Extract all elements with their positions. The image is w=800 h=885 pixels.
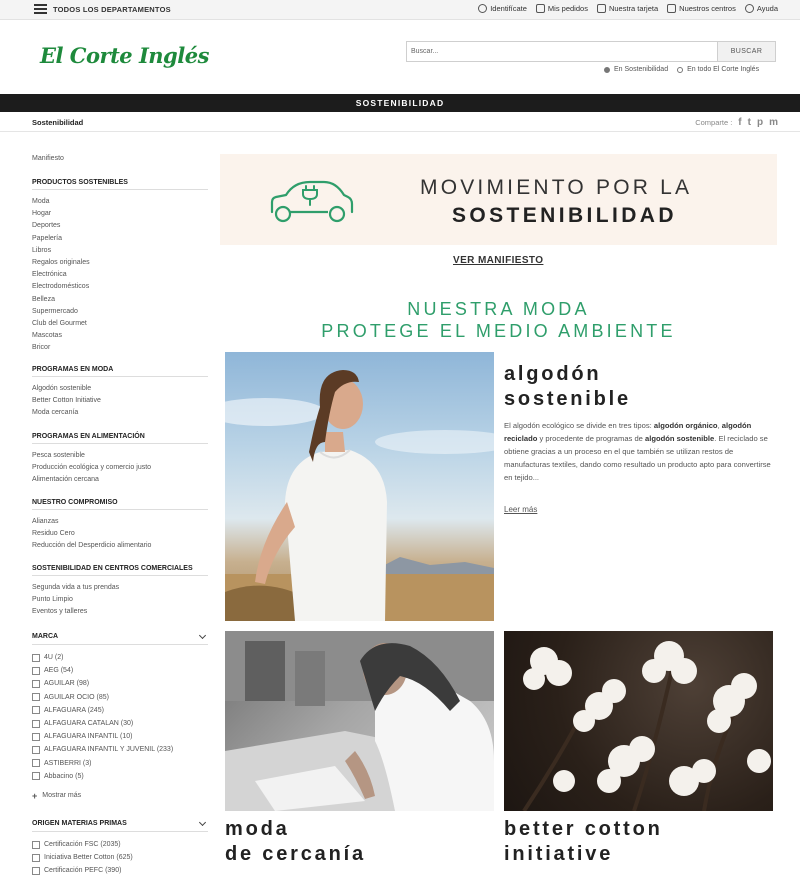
- orders-link[interactable]: [536, 4, 588, 13]
- origin-filter-title: ORIGEN MATERIAS PRIMAS: [32, 820, 127, 827]
- sidebar-item[interactable]: Alianzas: [32, 518, 59, 525]
- brand-option[interactable]: [32, 757, 208, 770]
- sidebar-item[interactable]: Moda: [32, 198, 50, 205]
- brand-option-label: ALFAGUARA (245): [44, 706, 104, 714]
- sidebar-item[interactable]: Papelería: [32, 234, 62, 242]
- brand-logo[interactable]: El Corte Inglés: [40, 43, 209, 68]
- sidebar-item[interactable]: Eventos y talleres: [32, 608, 88, 616]
- sidebar-item[interactable]: Alimentación cercana: [32, 476, 99, 484]
- orders-link-label: Mis pedidos: [547, 4, 588, 13]
- brand-option-label: ALFAGUARA CATALAN (30): [44, 720, 134, 728]
- scope-option-all[interactable]: [677, 66, 759, 73]
- share-bar: [695, 117, 778, 128]
- sidebar-item[interactable]: Supermercado: [32, 307, 78, 315]
- article-title-line: better cotton: [504, 818, 663, 840]
- origin-filter-options: [32, 838, 208, 878]
- brand-option-label: AEG (54): [44, 667, 74, 675]
- show-more-button[interactable]: [32, 789, 208, 803]
- search-bar: [406, 41, 776, 62]
- checkbox-icon: [32, 654, 40, 662]
- checkbox-icon: [32, 867, 40, 875]
- chevron-down-icon: [199, 818, 206, 825]
- sidebar-item[interactable]: Regalos originales: [32, 258, 90, 266]
- sidebar-group-title: NUESTRO COMPROMISO: [32, 499, 208, 510]
- headline-line-1: NUESTRA MODA: [407, 299, 590, 319]
- checkbox-icon: [32, 706, 40, 714]
- excerpt-text: ,: [717, 421, 722, 430]
- login-link[interactable]: [478, 4, 527, 13]
- photo-illustration: [225, 352, 494, 621]
- origin-option-label: Certificación PEFC (390): [44, 867, 122, 875]
- origin-option[interactable]: [32, 851, 208, 864]
- sidebar-group-commitment: [32, 499, 208, 553]
- help-icon: [745, 4, 754, 13]
- brand-option[interactable]: [32, 730, 208, 743]
- sidebar-item[interactable]: Hogar: [32, 210, 52, 218]
- sidebar-item[interactable]: Bricor: [32, 344, 51, 352]
- sidebar-item[interactable]: Club del Gourmet: [32, 319, 87, 327]
- excerpt-bold: algodón sostenible: [645, 434, 715, 443]
- sidebar-group-manifesto: [32, 153, 64, 165]
- excerpt-text: y procedente de programas de: [537, 434, 646, 443]
- banner-line-1: MOVIMIENTO POR LA: [420, 176, 693, 199]
- user-icon: [478, 4, 487, 13]
- photo-illustration: [504, 631, 773, 811]
- section-title-bar: SOSTENIBILIDAD: [0, 94, 800, 112]
- origin-option-label: Certificación FSC (2035): [44, 841, 121, 849]
- departments-label: TODOS LOS DEPARTAMENTOS: [53, 4, 171, 14]
- sidebar-item-manifesto[interactable]: Manifiesto: [32, 155, 64, 162]
- sidebar-item[interactable]: Mascotas: [32, 332, 62, 340]
- scope-option-label: En todo El Corte Inglés: [687, 66, 760, 73]
- search-button[interactable]: BUSCAR: [717, 42, 775, 61]
- brand-filter-header[interactable]: [32, 633, 208, 645]
- hamburger-icon: [34, 4, 47, 14]
- excerpt-text: . El reciclado se obtiene gracias a un proceso en el que también se utilizan restos de manufacturas textiles, dando como resultado un producto apto para convertirse en tejido...: [504, 434, 771, 482]
- brand-option[interactable]: [32, 691, 208, 704]
- login-link-label: Identifícate: [490, 4, 527, 13]
- photo-illustration: [225, 631, 494, 811]
- electric-car-icon: [266, 174, 356, 226]
- sidebar-item[interactable]: Deportes: [32, 222, 61, 230]
- checkbox-icon: [32, 841, 40, 849]
- sidebar-item[interactable]: Electrodomésticos: [32, 283, 90, 291]
- brand-option-label: ALFAGUARA INFANTIL Y JUVENIL (233): [44, 746, 174, 754]
- brand-option[interactable]: [32, 677, 208, 690]
- radio-icon: [677, 67, 683, 73]
- sidebar-item[interactable]: Belleza: [32, 295, 55, 303]
- origin-filter: [32, 820, 208, 878]
- sidebar-group-title: SOSTENIBILIDAD EN CENTROS COMERCIALES: [32, 565, 208, 576]
- article-title[interactable]: [225, 817, 366, 867]
- brand-option[interactable]: [32, 770, 208, 783]
- sustainability-banner[interactable]: [220, 154, 777, 245]
- checkbox-icon: [32, 667, 40, 675]
- brand-option[interactable]: [32, 717, 208, 730]
- article-excerpt: [504, 419, 776, 484]
- excerpt-bold: algodón reciclado: [504, 421, 752, 443]
- article-title-line: moda: [225, 818, 290, 840]
- brand-option[interactable]: [32, 651, 208, 664]
- plus-icon: +: [32, 790, 38, 801]
- pinterest-icon[interactable]: p: [756, 117, 764, 128]
- breadcrumb-bar: [0, 113, 800, 132]
- card-link-label: Nuestra tarjeta: [608, 4, 659, 13]
- checkbox-icon: [32, 759, 40, 767]
- help-link-label: Ayuda: [756, 4, 778, 13]
- facebook-icon[interactable]: f: [738, 117, 742, 128]
- brand-option-label: 4U (2): [44, 654, 64, 662]
- origin-option[interactable]: [32, 864, 208, 877]
- checkbox-icon: [32, 746, 40, 754]
- sidebar-group-title: PROGRAMAS EN MODA: [32, 366, 208, 377]
- share-label: Comparte :: [695, 118, 733, 127]
- brand-option-label: ASTIBERRI (3): [44, 759, 92, 767]
- origin-filter-header[interactable]: [32, 820, 208, 832]
- brand-option-label: AGUILAR (98): [44, 680, 90, 688]
- sidebar-item[interactable]: Segunda vida a tus prendas: [32, 584, 120, 591]
- checkbox-icon: [32, 693, 40, 701]
- sidebar-group-products: [32, 179, 208, 354]
- woman-white-tshirt-photo[interactable]: [225, 352, 494, 621]
- brand-filter-title: MARCA: [32, 633, 59, 640]
- brand-option[interactable]: [32, 664, 208, 677]
- brand-option-label: AGUILAR OCIO (85): [44, 693, 109, 701]
- read-more-link[interactable]: Leer más: [504, 505, 538, 514]
- sidebar-item[interactable]: Libros: [32, 246, 52, 254]
- section-headline: [220, 298, 777, 342]
- stores-link-label: Nuestros centros: [679, 4, 736, 13]
- stores-link[interactable]: [667, 4, 736, 13]
- sidebar-item[interactable]: Producción ecológica y comercio justo: [32, 464, 152, 472]
- article-title-line: de cercanía: [225, 843, 366, 865]
- sidebar-item[interactable]: Algodón sostenible: [32, 385, 92, 392]
- utility-links: [478, 4, 778, 13]
- checkbox-icon: [32, 720, 40, 728]
- card-icon: [597, 4, 606, 13]
- radio-selected-icon: [604, 67, 610, 73]
- brand-filter-options: [32, 651, 208, 803]
- origin-option[interactable]: [32, 838, 208, 851]
- sidebar-item[interactable]: Pesca sostenible: [32, 452, 85, 459]
- top-bar: [0, 0, 800, 20]
- sidebar-group-malls: [32, 565, 208, 619]
- proximity-fashion-photo[interactable]: [225, 631, 494, 811]
- departments-menu[interactable]: [34, 4, 171, 14]
- search-scope: [604, 66, 759, 73]
- brand-option[interactable]: [32, 704, 208, 717]
- headline-line-2: PROTEGE EL MEDIO AMBIENTE: [321, 321, 676, 341]
- brand-option[interactable]: [32, 743, 208, 756]
- excerpt-bold: algodón orgánico: [653, 421, 718, 430]
- checkbox-icon: [32, 772, 40, 780]
- card-link[interactable]: [597, 4, 658, 13]
- checkbox-icon: [32, 733, 40, 741]
- origin-option-label: Iniciativa Better Cotton (625): [44, 854, 133, 862]
- article-title[interactable]: [504, 362, 631, 412]
- box-icon: [536, 4, 545, 13]
- manifesto-link[interactable]: VER MANIFIESTO: [453, 255, 544, 266]
- checkbox-icon: [32, 680, 40, 688]
- sidebar-item[interactable]: Electrónica: [32, 271, 67, 279]
- checkbox-icon: [32, 854, 40, 862]
- banner-line-2: SOSTENIBILIDAD: [452, 204, 677, 227]
- article-title-line: sostenible: [504, 388, 631, 410]
- store-icon: [667, 4, 676, 13]
- help-link[interactable]: [745, 4, 778, 13]
- twitter-icon[interactable]: t: [747, 117, 751, 128]
- scope-option-section[interactable]: [604, 66, 668, 73]
- brand-option-label: ALFAGUARA INFANTIL (10): [44, 733, 133, 741]
- sidebar-group-title: PROGRAMAS EN ALIMENTACIÓN: [32, 433, 208, 444]
- sidebar-item[interactable]: Reducción del Desperdicio alimentario: [32, 542, 152, 550]
- search-input[interactable]: Buscar...: [411, 48, 439, 55]
- email-icon[interactable]: m: [769, 117, 778, 128]
- chevron-down-icon: [199, 631, 206, 638]
- sidebar-group-food: [32, 433, 208, 487]
- scope-option-label: En Sostenibilidad: [614, 66, 669, 73]
- sidebar-item[interactable]: Punto Limpio: [32, 596, 73, 604]
- excerpt-text: El algodón ecológico se divide en tres tipos:: [504, 421, 654, 430]
- sidebar-item[interactable]: Moda cercanía: [32, 409, 79, 417]
- article-title-line: initiative: [504, 843, 614, 865]
- article-title-line: algodón: [504, 363, 602, 385]
- cotton-plant-photo[interactable]: [504, 631, 773, 811]
- brand-filter: [32, 633, 208, 803]
- brand-option-label: Abbacino (5): [44, 772, 84, 780]
- article-title[interactable]: [504, 817, 663, 867]
- sidebar-group-fashion: [32, 366, 208, 420]
- sidebar-group-title: PRODUCTOS SOSTENIBLES: [32, 179, 208, 190]
- sidebar-item[interactable]: Better Cotton Initiative: [32, 397, 101, 405]
- sidebar-item[interactable]: Residuo Cero: [32, 530, 75, 538]
- show-more-label: Mostrar más: [42, 792, 82, 800]
- breadcrumb[interactable]: Sostenibilidad: [32, 118, 84, 127]
